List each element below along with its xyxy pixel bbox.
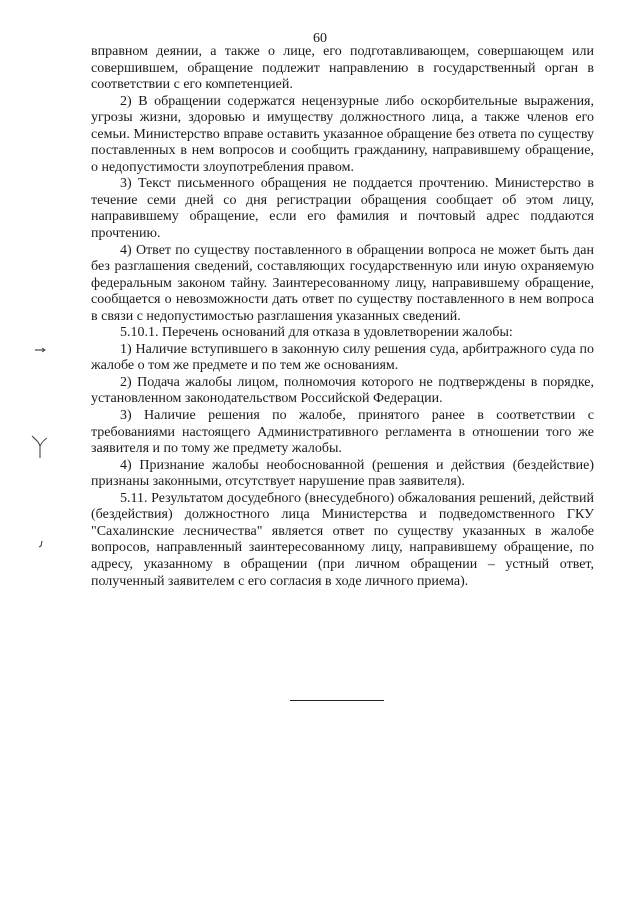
paragraph-continuation: вправном деянии, а также о лице, его подготавливающем, совершающем или совершившем, обращение подлежит направлению в государственный орган в соответствии с его компетенцией. (91, 44, 594, 93)
margin-scan-mark (30, 432, 48, 462)
paragraph-item-2: 2) В обращении содержатся нецензурные либо оскорбительные выражения, угрозы жизни, здоровью и имуществу должностного лица, а также членов его семьи. Министерство вправе оставить указанное обращение без ответа по существу поставленных в нем вопросов и сообщить гражданину, направившему обращение, о недопустимости злоупотребления правом. (91, 93, 594, 175)
paragraph-section-5-11: 5.11. Результатом досудебного (внесудебного) обжалования решений, действий (бездействия) должностного лица Министерства и подведомственного ГКУ "Сахалинские лесничества" является ответ по существу указанных в жалобе вопросов, направленный заинтересованному лицу, направившему обращение, по адресу, указанному в обращении (при личном обращении – устный ответ, полученный заявителем с его согласия в ходе личного приема). (91, 490, 594, 589)
paragraph-item-4: 4) Ответ по существу поставленного в обращении вопроса не может быть дан без разглашения сведений, составляющих государственную или иную охраняемую федеральным законом тайну. Заинтересованному лицу, направившему обращение, сообщается о невозможности дать ответ по существу поставленного в нем вопроса в связи с недопустимостью разглашения указанных сведений. (91, 242, 594, 324)
margin-scan-mark (34, 343, 46, 355)
paragraph-refusal-2: 2) Подача жалобы лицом, полномочия которого не подтверждены в порядке, установленном законодательством Российской Федерации. (91, 374, 594, 407)
paragraph-section-5-10-1: 5.10.1. Перечень оснований для отказа в удовлетворении жалобы: (120, 325, 513, 341)
page-number: 60 (313, 31, 327, 46)
document-body (91, 44, 594, 590)
paragraph-refusal-1: 1) Наличие вступившего в законную силу решения суда, арбитражного суда по жалобе о том же предмете и по тем же основаниям. (91, 341, 594, 374)
paragraph-refusal-3: 3) Наличие решения по жалобе, принятого ранее в соответствии с требованиями настоящего Административного регламента в отношении того же заявителя и по тому же предмету жалобы. (91, 408, 594, 457)
separator-line (290, 700, 384, 701)
paragraph-item-3: 3) Текст письменного обращения не поддается прочтению. Министерство в течение семи дней со дня регистрации обращения сообщает об этом лицу, направившему обращение, если его фамилия и почтовый адрес поддаются прочтению. (91, 176, 594, 242)
margin-scan-mark (38, 538, 44, 550)
paragraph-refusal-4: 4) Признание жалобы необоснованной (решения и действия (бездействие) признаны законными, отсутствует нарушение прав заявителя). (91, 457, 594, 490)
